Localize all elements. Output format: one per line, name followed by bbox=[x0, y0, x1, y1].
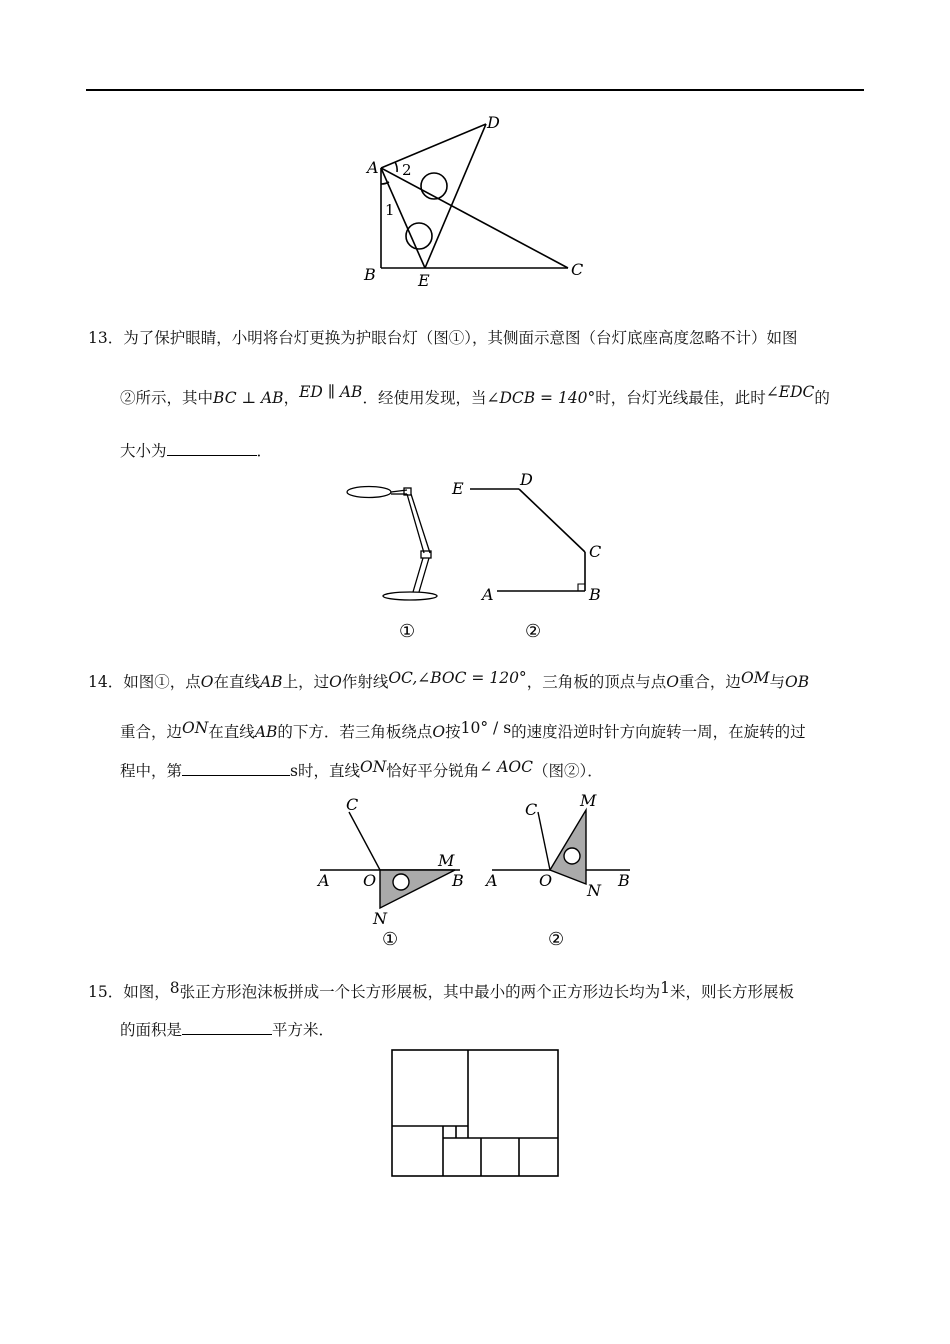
label-b: B bbox=[618, 871, 630, 890]
label-c: C bbox=[571, 260, 584, 279]
question-15-line-2: 的面积是 平方米． bbox=[120, 1021, 335, 1039]
question-14-line-3: 程中，第 s时，直线ON恰好平分锐角∠ AOC（图②）． bbox=[120, 758, 603, 780]
label-n: N bbox=[373, 909, 387, 928]
label-b: B bbox=[452, 871, 464, 890]
question-number: 13． bbox=[88, 329, 124, 347]
label-o: O bbox=[539, 871, 553, 890]
question-15-line-1: 15．如图，8张正方形泡沫板拼成一个长方形展板，其中最小的两个正方形边长均为1米，则长方形展板 bbox=[88, 979, 795, 1001]
caption-1: ① bbox=[399, 621, 416, 642]
caption-2: ② bbox=[548, 929, 565, 950]
answer-blank bbox=[167, 441, 257, 456]
label-n: N bbox=[587, 881, 601, 900]
label-a: A bbox=[486, 871, 498, 890]
lamp-illustration bbox=[347, 487, 437, 601]
set-square-figures-q14 bbox=[310, 790, 650, 955]
label-c: C bbox=[525, 800, 538, 819]
label-m: M bbox=[580, 791, 597, 810]
triangle-figure-q12 bbox=[350, 108, 600, 293]
label-b: B bbox=[364, 265, 376, 284]
label-a: A bbox=[482, 585, 494, 604]
caption-1: ① bbox=[382, 929, 399, 950]
question-14-line-1: 14．如图①，点O在直线AB上，过O作射线OC,∠BOC = 120°，三角板的顶点与点O重合，边OM与OB bbox=[88, 669, 810, 691]
label-c: C bbox=[589, 542, 602, 561]
question-14-line-2: 重合，边ON在直线AB的下方．若三角板绕点O按10° / s的速度沿逆时针方向旋转一周，在旋转的过 bbox=[120, 719, 806, 741]
label-d: D bbox=[487, 113, 500, 132]
question-13-line-1: 13．为了保护眼睛，小明将台灯更换为护眼台灯（图①），其侧面示意图（台灯底座高度忽略不计）如图 bbox=[88, 329, 798, 347]
label-c: C bbox=[346, 795, 359, 814]
label-a: A bbox=[367, 158, 379, 177]
side-diagram bbox=[470, 489, 585, 591]
answer-blank bbox=[182, 761, 290, 776]
header-rule bbox=[86, 89, 864, 91]
label-e: E bbox=[418, 271, 430, 290]
answer-blank bbox=[182, 1020, 272, 1035]
angle-1-label: 1 bbox=[385, 201, 395, 219]
label-b: B bbox=[589, 585, 601, 604]
caption-2: ② bbox=[525, 621, 542, 642]
label-e: E bbox=[452, 479, 464, 498]
label-d: D bbox=[520, 470, 533, 489]
label-a: A bbox=[318, 871, 330, 890]
question-13-line-3: 大小为 ． bbox=[120, 442, 273, 460]
label-m: M bbox=[438, 851, 455, 870]
angle-2-label: 2 bbox=[402, 161, 412, 179]
lamp-figure-q13 bbox=[340, 470, 620, 650]
squares-rectangle-figure-q15 bbox=[385, 1043, 565, 1183]
question-13-line-2: ②所示，其中BC ⊥ AB，ED ∥ AB．经使用发现，当∠DCB = 140°时，台灯光线最佳，此时∠EDC的 bbox=[120, 383, 830, 407]
label-o: O bbox=[363, 871, 377, 890]
